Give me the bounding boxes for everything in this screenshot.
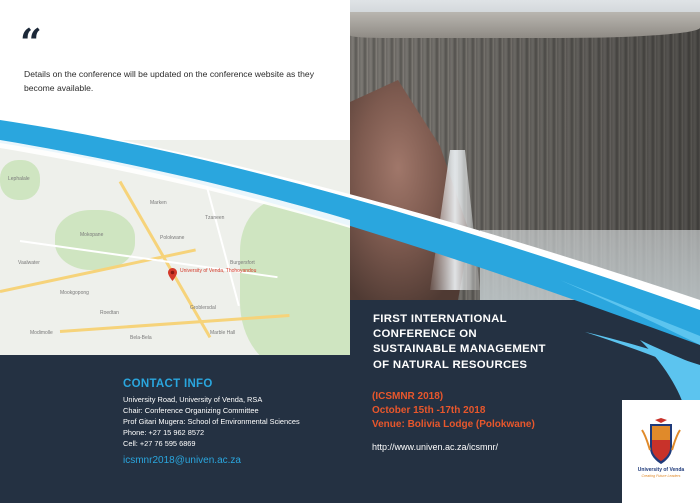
map-label: Marble Hall xyxy=(210,330,236,336)
map-label: Mookgopong xyxy=(60,290,89,296)
map-label: Mokopane xyxy=(80,232,104,238)
contact-address: University Road, University of Venda, RSA xyxy=(123,395,263,404)
university-motto: Creating Future Leaders xyxy=(641,474,681,478)
conference-dates: October 15th -17th 2018 xyxy=(372,405,486,416)
map-label: Polokwane xyxy=(160,235,185,241)
contact-heading: CONTACT INFO xyxy=(123,378,213,390)
map-label: Tzaneen xyxy=(205,215,225,221)
contact-person: Prof Gitari Mugera: School of Environmental Sciences xyxy=(123,417,300,426)
contact-phone: Phone: +27 15 962 8572 xyxy=(123,428,205,437)
map-label: Roedtan xyxy=(100,310,119,316)
accent-band xyxy=(0,120,700,345)
conference-title-line-3: SUSTAINABLE MANAGEMENT xyxy=(373,343,546,355)
university-name: University of Venda xyxy=(637,467,685,473)
map-label: Lephalale xyxy=(8,176,30,182)
map-label: Marken xyxy=(150,200,167,206)
map-label: Vaalwater xyxy=(18,260,40,266)
quote-mark-icon: “ xyxy=(20,20,42,65)
university-logo xyxy=(622,400,700,503)
conference-website-link[interactable]: http://www.univen.ac.za/icsmnr/ xyxy=(372,442,499,452)
intro-text: Details on the conference will be updated on the conference website as they become available. xyxy=(24,69,314,93)
conference-venue: Venue: Bolivia Lodge (Polokwane) xyxy=(372,419,535,430)
map-label: Modimolle xyxy=(30,330,53,336)
conference-acronym: (ICSMNR 2018) xyxy=(372,391,444,402)
conference-title-line-4: OF NATURAL RESOURCES xyxy=(373,359,528,371)
conference-title-line-2: CONFERENCE ON xyxy=(373,328,477,340)
map-label: Groblersdal xyxy=(190,305,216,311)
contact-cell: Cell: +27 76 595 6869 xyxy=(123,439,196,448)
contact-email-link[interactable]: icsmnr2018@univen.ac.za xyxy=(123,455,241,466)
map-label: Bela-Bela xyxy=(130,335,152,341)
contact-chair: Chair: Conference Organizing Committee xyxy=(123,406,259,415)
map-label: Burgersfort xyxy=(230,260,255,266)
map-pin-label: University of Venda, Thohoyandou xyxy=(180,268,257,274)
conference-title-line-1: FIRST INTERNATIONAL xyxy=(373,313,507,325)
